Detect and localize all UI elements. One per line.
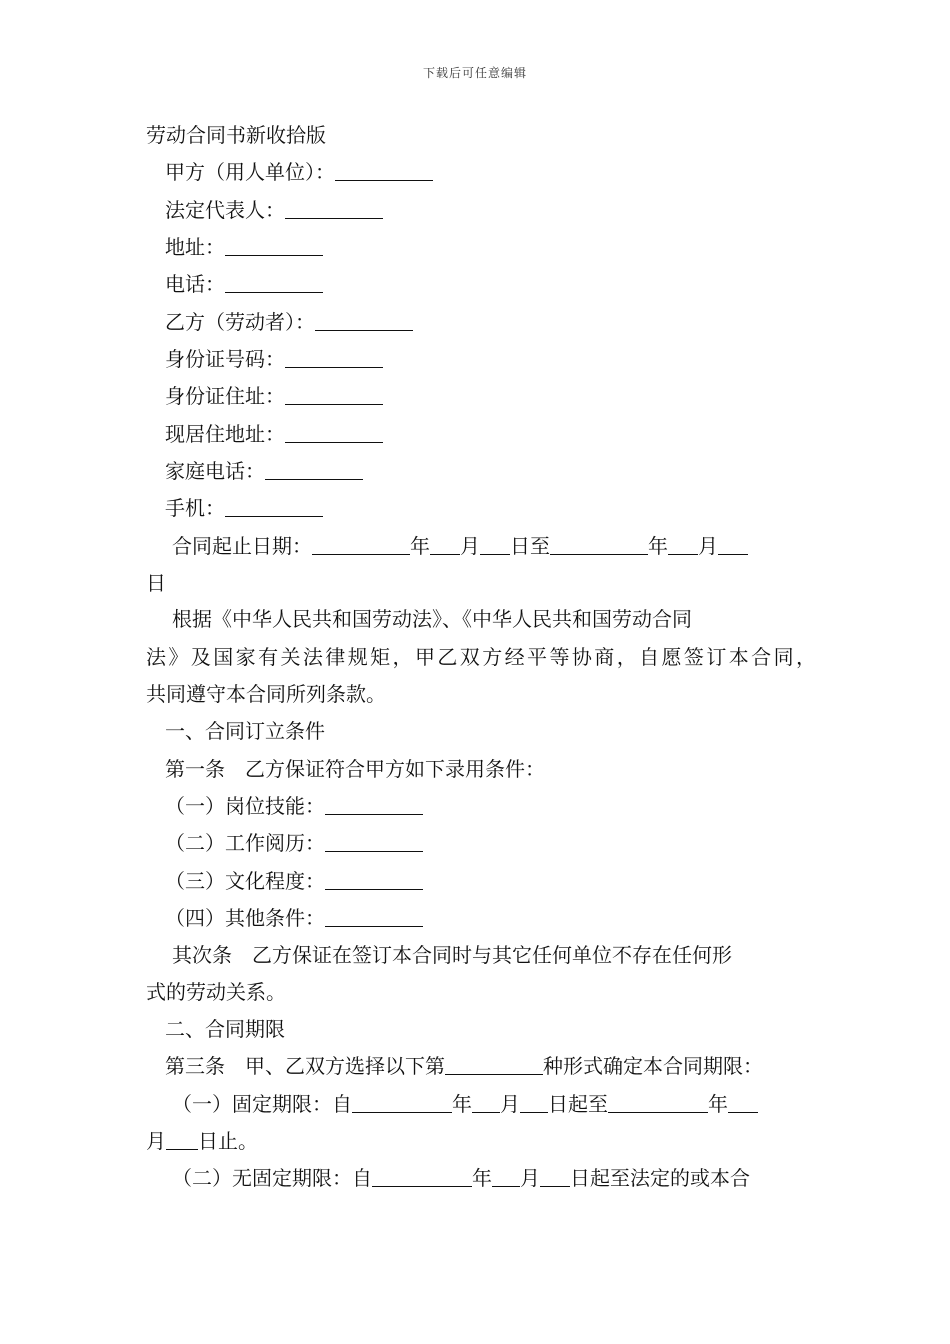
condition-experience-label: （二）工作阅历： bbox=[165, 831, 325, 855]
home-phone-label: 家庭电话： bbox=[165, 459, 265, 483]
condition-other-blank[interactable] bbox=[325, 908, 423, 927]
preamble-line-1: 根据《中华人民共和国劳动法》、《中华人民共和国劳动合同 bbox=[172, 607, 692, 631]
worker-field bbox=[165, 310, 835, 334]
fixed-term-line-2 bbox=[146, 1129, 816, 1153]
start-month-blank[interactable] bbox=[430, 536, 460, 555]
article-3-text-b: 种形式确定本合同期限： bbox=[543, 1054, 763, 1078]
fixed-end-month-blank[interactable] bbox=[728, 1094, 758, 1113]
condition-education-field bbox=[165, 869, 835, 893]
address-label: 地址： bbox=[165, 235, 225, 259]
day-from-to-text: 日起至 bbox=[548, 1092, 608, 1116]
month-text: 月 bbox=[500, 1092, 520, 1116]
condition-education-blank[interactable] bbox=[325, 871, 423, 890]
day-end-text: 日止。 bbox=[198, 1129, 258, 1153]
mobile-label: 手机： bbox=[165, 496, 225, 520]
day-to-text: 日至 bbox=[510, 534, 550, 558]
open-start-day-blank[interactable] bbox=[540, 1168, 570, 1187]
open-start-year-blank[interactable] bbox=[372, 1168, 472, 1187]
condition-experience-blank[interactable] bbox=[325, 833, 423, 852]
employer-blank[interactable] bbox=[335, 162, 433, 181]
preamble-line-2: 法》及国家有关法律规矩，甲乙双方经平等协商，自愿签订本合同， bbox=[146, 645, 816, 669]
open-start-month-blank[interactable] bbox=[492, 1168, 520, 1187]
id-address-blank[interactable] bbox=[285, 386, 383, 405]
open-term-label: （二）无固定期限：自 bbox=[172, 1166, 372, 1190]
address-field bbox=[165, 235, 835, 259]
fixed-end-year-blank[interactable] bbox=[608, 1094, 708, 1113]
preamble-line-3: 共同遵守本合同所列条款。 bbox=[146, 682, 386, 706]
document-title: 劳动合同书新收拾版 bbox=[146, 123, 326, 147]
current-address-blank[interactable] bbox=[285, 424, 383, 443]
fixed-term-line bbox=[172, 1092, 842, 1116]
condition-other-field bbox=[165, 906, 835, 930]
month-text: 月 bbox=[520, 1166, 540, 1190]
condition-other-label: （四）其他条件： bbox=[165, 906, 325, 930]
id-address-label: 身份证住址： bbox=[165, 384, 285, 408]
year-text: 年 bbox=[472, 1166, 492, 1190]
start-day-blank[interactable] bbox=[480, 536, 510, 555]
end-day-blank[interactable] bbox=[718, 536, 748, 555]
section-2-heading: 二、合同期限 bbox=[165, 1017, 285, 1041]
fixed-start-month-blank[interactable] bbox=[472, 1094, 500, 1113]
page-header-note: 下载后可任意编辑 bbox=[422, 66, 527, 80]
term-dates-field bbox=[172, 534, 842, 558]
phone-label: 电话： bbox=[165, 272, 225, 296]
month-text: 月 bbox=[460, 534, 480, 558]
year-text: 年 bbox=[452, 1092, 472, 1116]
mobile-field bbox=[165, 496, 835, 520]
year-text: 年 bbox=[410, 534, 430, 558]
condition-experience-field bbox=[165, 831, 835, 855]
home-phone-blank[interactable] bbox=[265, 461, 363, 480]
id-number-field bbox=[165, 347, 835, 371]
legal-rep-field bbox=[165, 198, 835, 222]
fixed-term-label: （一）固定期限：自 bbox=[172, 1092, 352, 1116]
employer-field bbox=[165, 160, 835, 184]
phone-blank[interactable] bbox=[225, 274, 323, 293]
term-form-blank[interactable] bbox=[445, 1056, 543, 1075]
open-term-text-b: 日起至法定的或本合 bbox=[570, 1166, 750, 1190]
condition-education-label: （三）文化程度： bbox=[165, 869, 325, 893]
current-address-field bbox=[165, 422, 835, 446]
year-text: 年 bbox=[648, 534, 668, 558]
term-dates-label: 合同起止日期： bbox=[172, 534, 312, 558]
year-text: 年 bbox=[708, 1092, 728, 1116]
worker-blank[interactable] bbox=[315, 312, 413, 331]
condition-skills-blank[interactable] bbox=[325, 796, 423, 815]
worker-label: 乙方（劳动者）： bbox=[165, 310, 315, 334]
term-dates-day: 日 bbox=[146, 571, 166, 595]
open-term-line bbox=[172, 1166, 842, 1190]
section-1-heading: 一、合同订立条件 bbox=[165, 719, 325, 743]
article-1: 第一条 乙方保证符合甲方如下录用条件： bbox=[165, 757, 545, 781]
home-phone-field bbox=[165, 459, 835, 483]
end-month-blank[interactable] bbox=[668, 536, 698, 555]
address-blank[interactable] bbox=[225, 237, 323, 256]
article-2-line-2: 式的劳动关系。 bbox=[146, 980, 286, 1004]
fixed-start-year-blank[interactable] bbox=[352, 1094, 452, 1113]
article-2-line-1: 其次条 乙方保证在签订本合同时与其它任何单位不存在任何形 bbox=[172, 943, 732, 967]
id-number-blank[interactable] bbox=[285, 349, 383, 368]
legal-rep-label: 法定代表人： bbox=[165, 198, 285, 222]
condition-skills-field bbox=[165, 794, 835, 818]
id-number-label: 身份证号码： bbox=[165, 347, 285, 371]
phone-field bbox=[165, 272, 835, 296]
month-end-text: 月 bbox=[146, 1129, 166, 1153]
legal-rep-blank[interactable] bbox=[285, 200, 383, 219]
current-address-label: 现居住地址： bbox=[165, 422, 285, 446]
mobile-blank[interactable] bbox=[225, 498, 323, 517]
fixed-start-day-blank[interactable] bbox=[520, 1094, 548, 1113]
month-text: 月 bbox=[698, 534, 718, 558]
fixed-end-day-blank[interactable] bbox=[166, 1131, 198, 1150]
condition-skills-label: （一）岗位技能： bbox=[165, 794, 325, 818]
article-3-text-a: 第三条 甲、乙双方选择以下第 bbox=[165, 1054, 445, 1078]
end-year-blank[interactable] bbox=[550, 536, 648, 555]
article-3 bbox=[165, 1054, 835, 1078]
employer-label: 甲方（用人单位）： bbox=[165, 160, 335, 184]
id-address-field bbox=[165, 384, 835, 408]
start-year-blank[interactable] bbox=[312, 536, 410, 555]
